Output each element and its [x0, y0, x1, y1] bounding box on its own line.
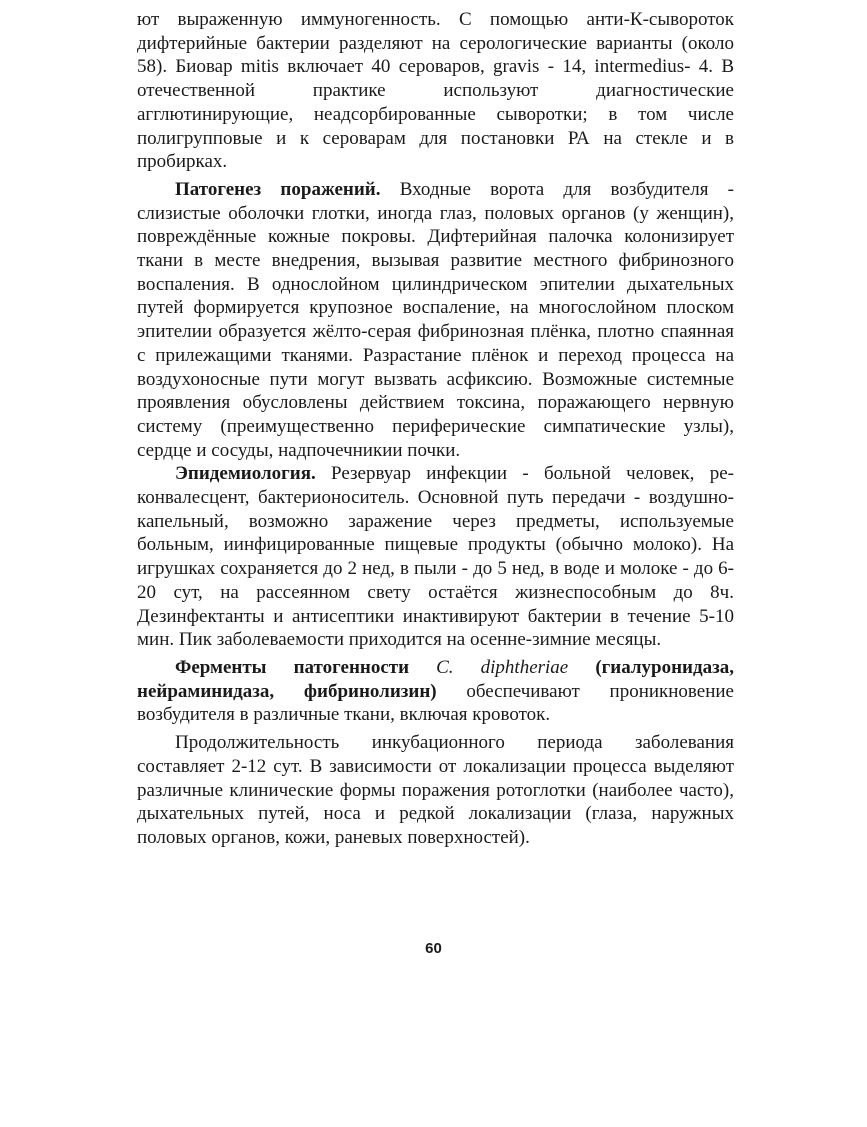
page-number: 60 [425, 940, 442, 957]
paragraph-epidemiology [137, 462, 734, 652]
paragraph-text: ют выраженную иммуногенность. С помощью анти-К-сывороток дифтерийные бактерии разделяют на серологические варианты (около 58). Биовар mitis включает 40 сероваров, gravis - 14, intermedius- 4. В отечественной практике используют диагностические агглютинирующие, неадсорбированные сыворотки; в том числе полигрупповые и к сероварам для постановки РА на стекле и в пробирках. [137, 9, 734, 173]
section-heading-enzymes: Ферменты патогенности [175, 656, 410, 678]
section-heading-pathogenesis: Патогенез поражений. [175, 178, 381, 200]
paragraph-enzymes [137, 656, 734, 727]
paragraph-text: Продолжительность инкубационного периода заболевания составляет 2-12 сут. В зависимости от локализации процесса выделяют различные клинические формы поражения ротоглотки (наиболее часто), дыхательных путей, носа и редкой локализации (глаза, наружных половых органов, кожи, раневых поверхностей). [137, 732, 734, 848]
document-body [137, 8, 734, 850]
paragraph-text: Резервуар инфекции - больной человек, реконвалесцент, бактерионоситель. Основной путь передачи - воздушно-капельный, возможно заражение через предметы, используемые больным, иинфицированные пищевые продукты (обычно молоко). На игрушках сохраняется до 2 нед, в пыли - до 5 нед, в воде и молоке - до 6-20 сут, на рассеянном свету остаётся жизнеспособным до 8ч. Дезинфектанты и антисептики инактивируют бактерии в течение 5-10 мин. Пик заболеваемости приходится на осенне-зимние месяцы. [137, 463, 734, 651]
species-name: C. diphtheriae [409, 656, 596, 678]
paragraph-incubation [137, 731, 734, 850]
paragraph-serology [137, 8, 734, 174]
paragraph-pathogenesis [137, 178, 734, 462]
paragraph-text: Входные ворота для возбудителя - слизистые оболочки глотки, иногда глаз, половых органов (у женщин), повреждённые кожные покровы. Дифтерийная палочка колонизирует ткани в месте внедрения, вызывая развитие местного фибринозного воспаления. В однослойном цилиндрическом эпителии дыхательных путей формируется крупозное воспаление, на многослойном плоском эпителии образуется жёлто-серая фибринозная плёнка, плотно спаянная с прилежащими тканями. Разрастание плёнок и переход процесса на воздухоносные пути могут вызвать асфиксию. Возможные системные проявления обусловлены действием токсина, поражающего нервную систему (преимущественно периферические симпатические узлы), сердце и сосуды, надпочечникии почки. [137, 178, 734, 461]
section-heading-epidemiology: Эпидемиология. [175, 463, 316, 485]
paragraph-text: обеспечивают проникновение возбудителя в различные ткани, включая кровоток. [137, 680, 734, 726]
enzyme-list: (гиалуронидаза, нейраминидаза, фибринолизин) [137, 656, 734, 702]
